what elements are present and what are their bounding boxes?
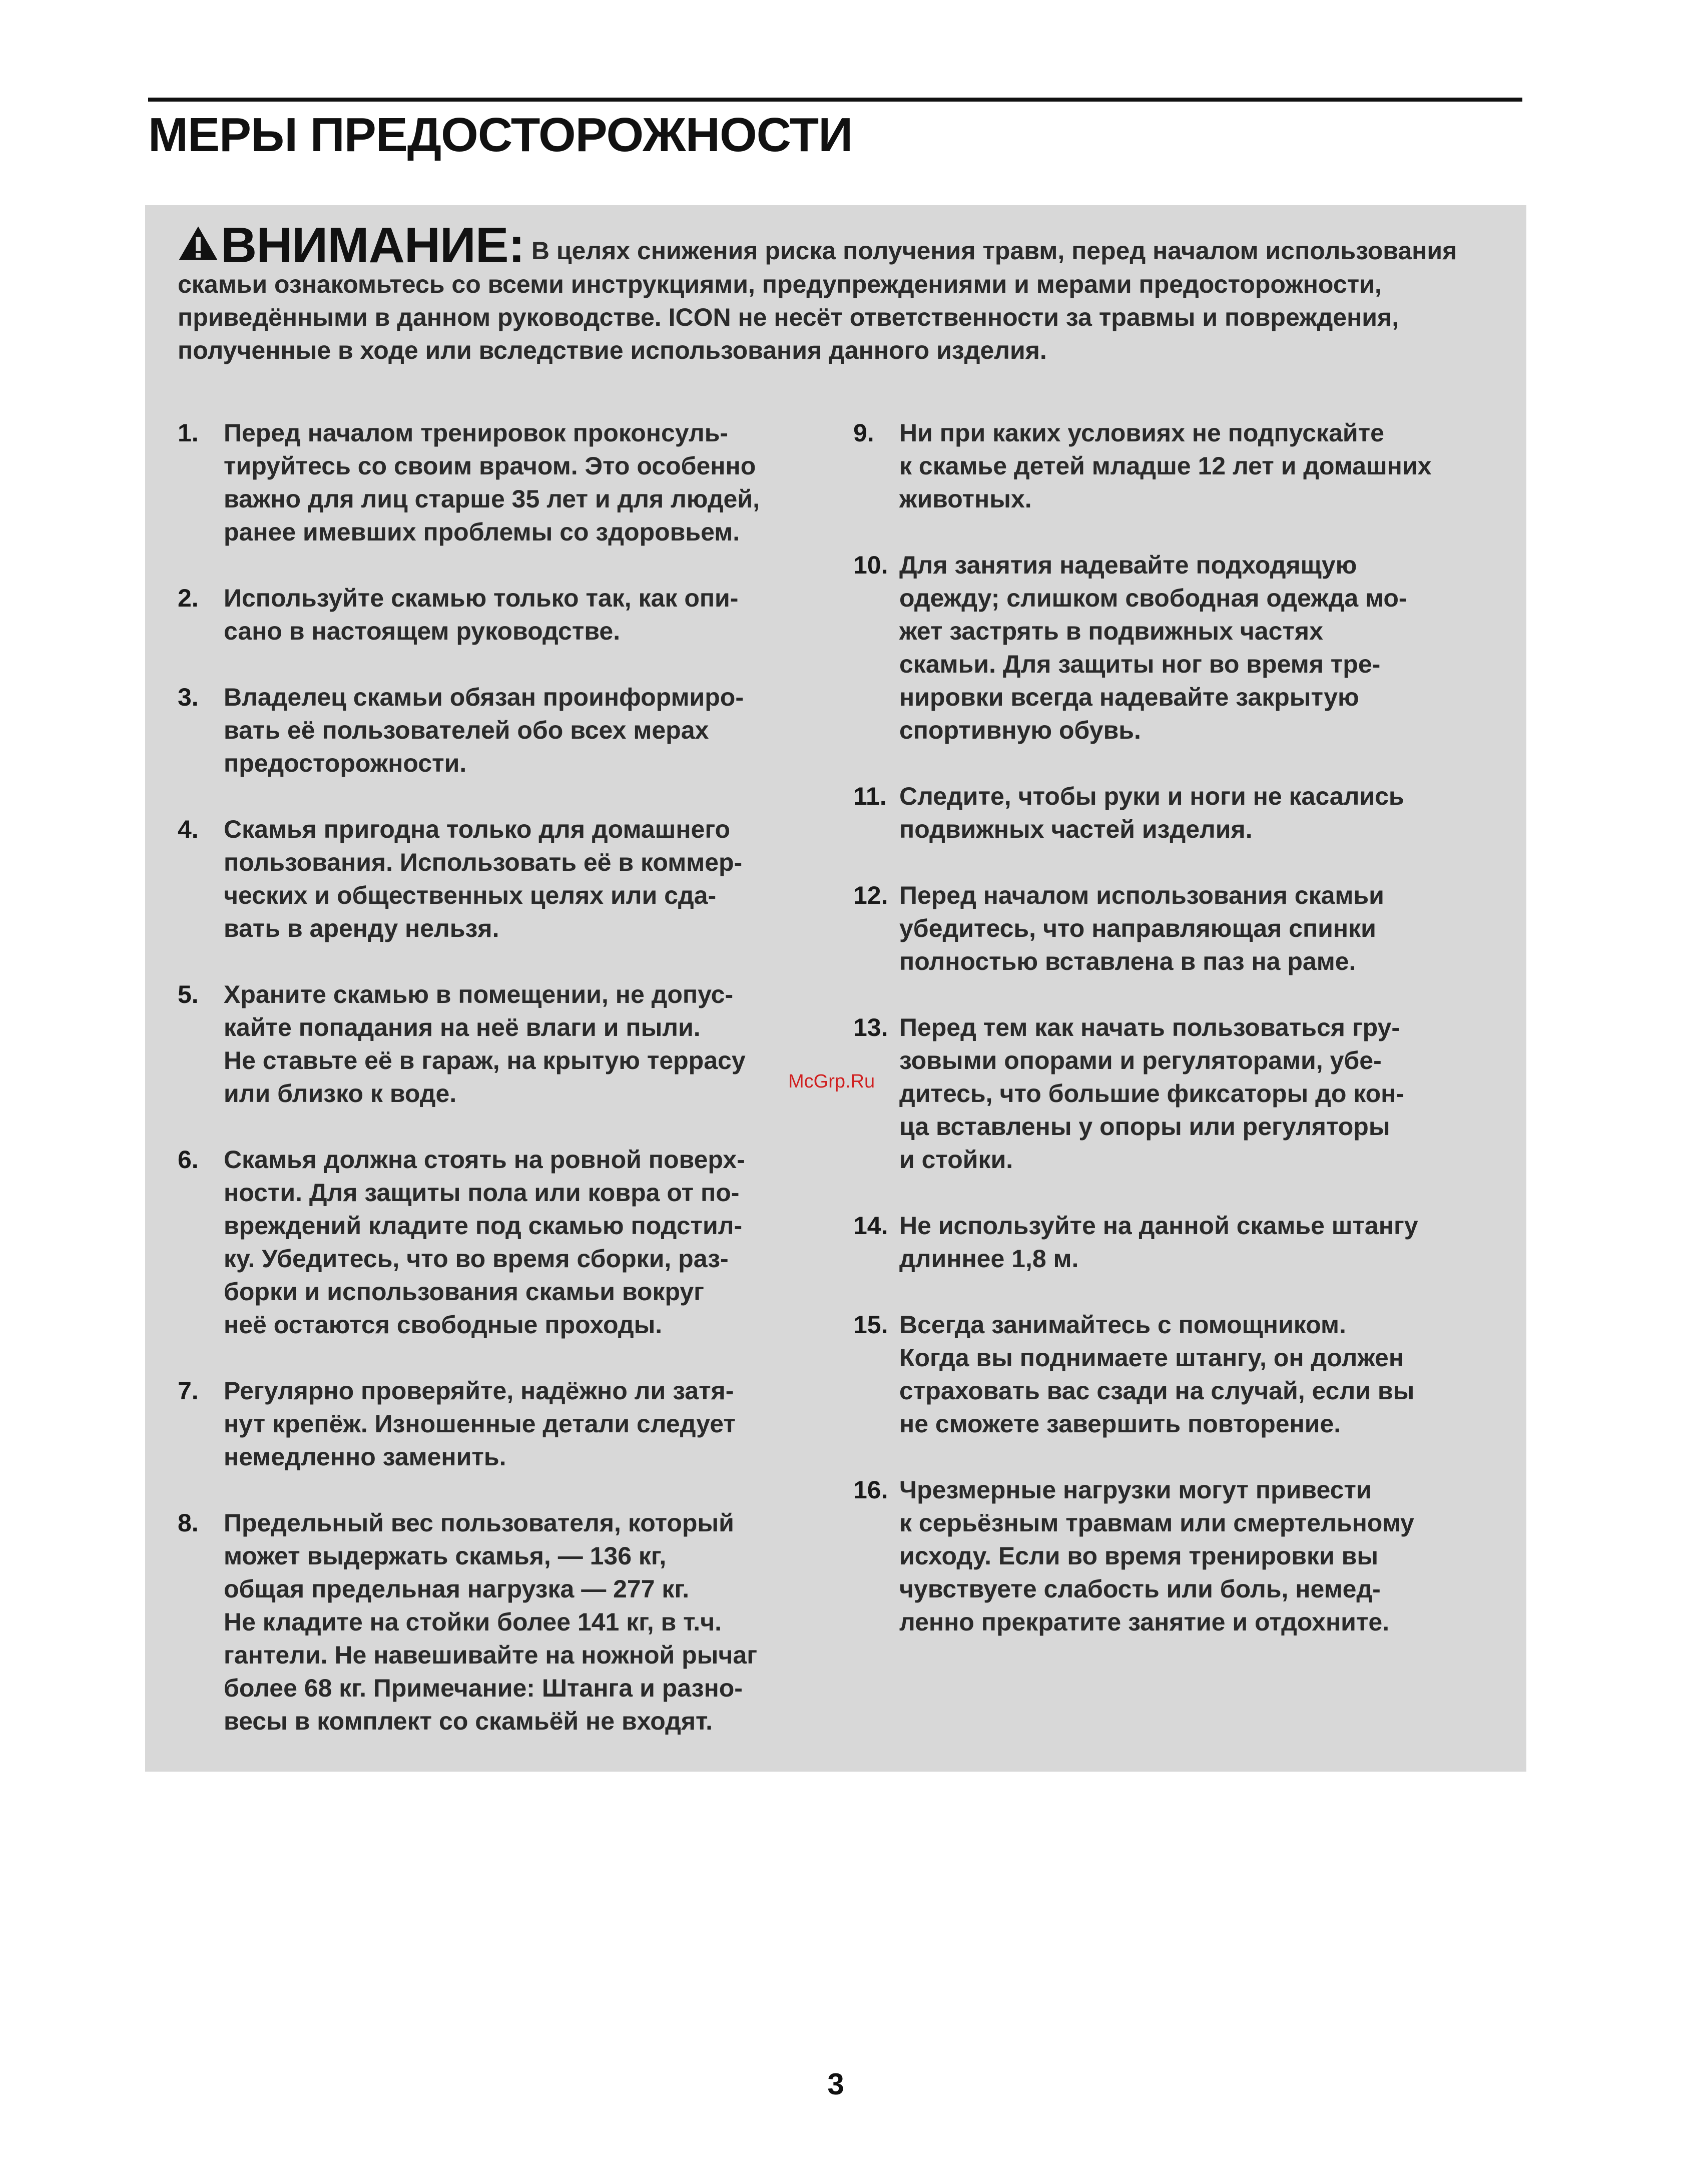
item-number: 4. xyxy=(178,815,199,843)
item-number: 13. xyxy=(853,1013,888,1041)
watermark: McGrp.Ru xyxy=(788,1071,875,1092)
list-item xyxy=(853,549,1514,747)
list-item xyxy=(853,879,1514,978)
item-text: Перед началом использования скамьи убедитесь, что направляющая спинки полностью вставлена в паз на раме. xyxy=(899,881,1384,975)
warning-intro xyxy=(178,217,1479,367)
item-number: 11. xyxy=(853,782,887,810)
item-number: 12. xyxy=(853,881,888,909)
list-item xyxy=(178,681,828,780)
list-item xyxy=(178,978,828,1110)
list-item xyxy=(853,416,1514,515)
list-item xyxy=(853,1011,1514,1176)
warning-triangle-icon xyxy=(178,224,219,262)
page-title: МЕРЫ ПРЕДОСТОРОЖНОСТИ xyxy=(148,108,853,162)
item-text: Перед тем как начать пользоваться гру- зовыми опорами и регуляторами, убе- дитесь, что большие фиксаторы до кон- ца вставлены у опоры или регуляторы и стойки. xyxy=(899,1013,1405,1174)
warning-heading: ВНИМАНИЕ: xyxy=(221,217,524,273)
list-item xyxy=(178,582,828,648)
list-item xyxy=(853,1473,1514,1639)
left-column xyxy=(178,416,828,1771)
list-item xyxy=(853,780,1514,846)
item-text: Следите, чтобы руки и ноги не касались подвижных частей изделия. xyxy=(899,782,1404,843)
list-item xyxy=(178,813,828,945)
item-number: 9. xyxy=(853,419,874,447)
item-text: Перед началом тренировок проконсуль- тируйтесь со своим врачом. Это особенно важно для лиц старше 35 лет и для людей, ранее имевших проблемы со здоровьем. xyxy=(224,419,760,546)
top-rule xyxy=(148,98,1522,102)
item-number: 16. xyxy=(853,1476,888,1504)
item-number: 14. xyxy=(853,1212,888,1240)
page-number: 3 xyxy=(827,2067,844,2101)
warning-text: В целях снижения риска получения травм, перед началом использования скамьи ознакомьтесь со всеми инструкциями, предупреждениями и мерами предосторожности, приведёнными в данном руководстве. ICON не несёт ответственности за травмы и повреждения, полученные в ходе или вследствие использования данного изделия. xyxy=(178,237,1457,364)
item-number: 15. xyxy=(853,1311,888,1339)
item-number: 1. xyxy=(178,419,199,447)
item-number: 3. xyxy=(178,683,199,711)
list-item xyxy=(853,1308,1514,1440)
item-text: Владелец скамьи обязан проинформиро- вать её пользователей обо всех мерах предосторожности. xyxy=(224,683,744,777)
item-text: Чрезмерные нагрузки могут привести к серьёзным травмам или смертельному исходу. Если во время тренировки вы чувствуете слабость или боль, немед- ленно прекратите занятие и отдохните. xyxy=(899,1476,1414,1636)
list-item xyxy=(178,1143,828,1341)
list-item xyxy=(178,416,828,549)
item-text: Скамья должна стоять на ровной поверх- ности. Для защиты пола или ковра от по- вреждений кладите под скамью подстил- ку. Убедитесь, что во время сборки, раз- борки и использования скамьи вокруг неё остаются свободные проходы. xyxy=(224,1146,745,1339)
item-text: Регулярно проверяйте, надёжно ли затя- нут крепёж. Изношенные детали следует немедленно заменить. xyxy=(224,1377,736,1471)
list-item xyxy=(178,1506,828,1738)
item-number: 6. xyxy=(178,1146,199,1174)
item-number: 5. xyxy=(178,980,199,1008)
item-number: 8. xyxy=(178,1509,199,1537)
item-text: Всегда занимайтесь с помощником. Когда вы поднимаете штангу, он должен страховать вас сзади на случай, если вы не сможете завершить повторение. xyxy=(899,1311,1415,1438)
item-text: Не используйте на данной скамье штангу длиннее 1,8 м. xyxy=(899,1212,1418,1273)
item-text: Предельный вес пользователя, который может выдержать скамья, — 136 кг, общая предельная нагрузка — 277 кг. Не кладите на стойки более 141 кг, в т.ч. гантели. Не навешивайте на ножной рычаг более 68 кг. Примечание: Штанга и разно- весы в комплект со скамьёй не входят. xyxy=(224,1509,758,1735)
item-text: Для занятия надевайте подходящую одежду; слишком свободная одежда мо- жет застрять в подвижных частях скамьи. Для защиты ног во время тре- нировки всегда надевайте закрытую спортивную обувь. xyxy=(899,551,1407,744)
item-text: Скамья пригодна только для домашнего пользования. Использовать её в коммер- ческих и общественных целях или сда- вать в аренду нельзя. xyxy=(224,815,743,942)
list-item xyxy=(853,1209,1514,1275)
list-item xyxy=(178,1374,828,1473)
right-column xyxy=(853,416,1514,1672)
item-text: Ни при каких условиях не подпускайте к скамье детей младше 12 лет и домашних животных. xyxy=(899,419,1432,513)
item-number: 10. xyxy=(853,551,888,579)
item-text: Храните скамью в помещении, не допус- кайте попадания на неё влаги и пыли. Не ставьте её в гараж, на крытую террасу или близко к воде. xyxy=(224,980,746,1108)
item-number: 2. xyxy=(178,584,199,612)
item-text: Используйте скамью только так, как опи- сано в настоящем руководстве. xyxy=(224,584,739,645)
item-number: 7. xyxy=(178,1377,199,1405)
